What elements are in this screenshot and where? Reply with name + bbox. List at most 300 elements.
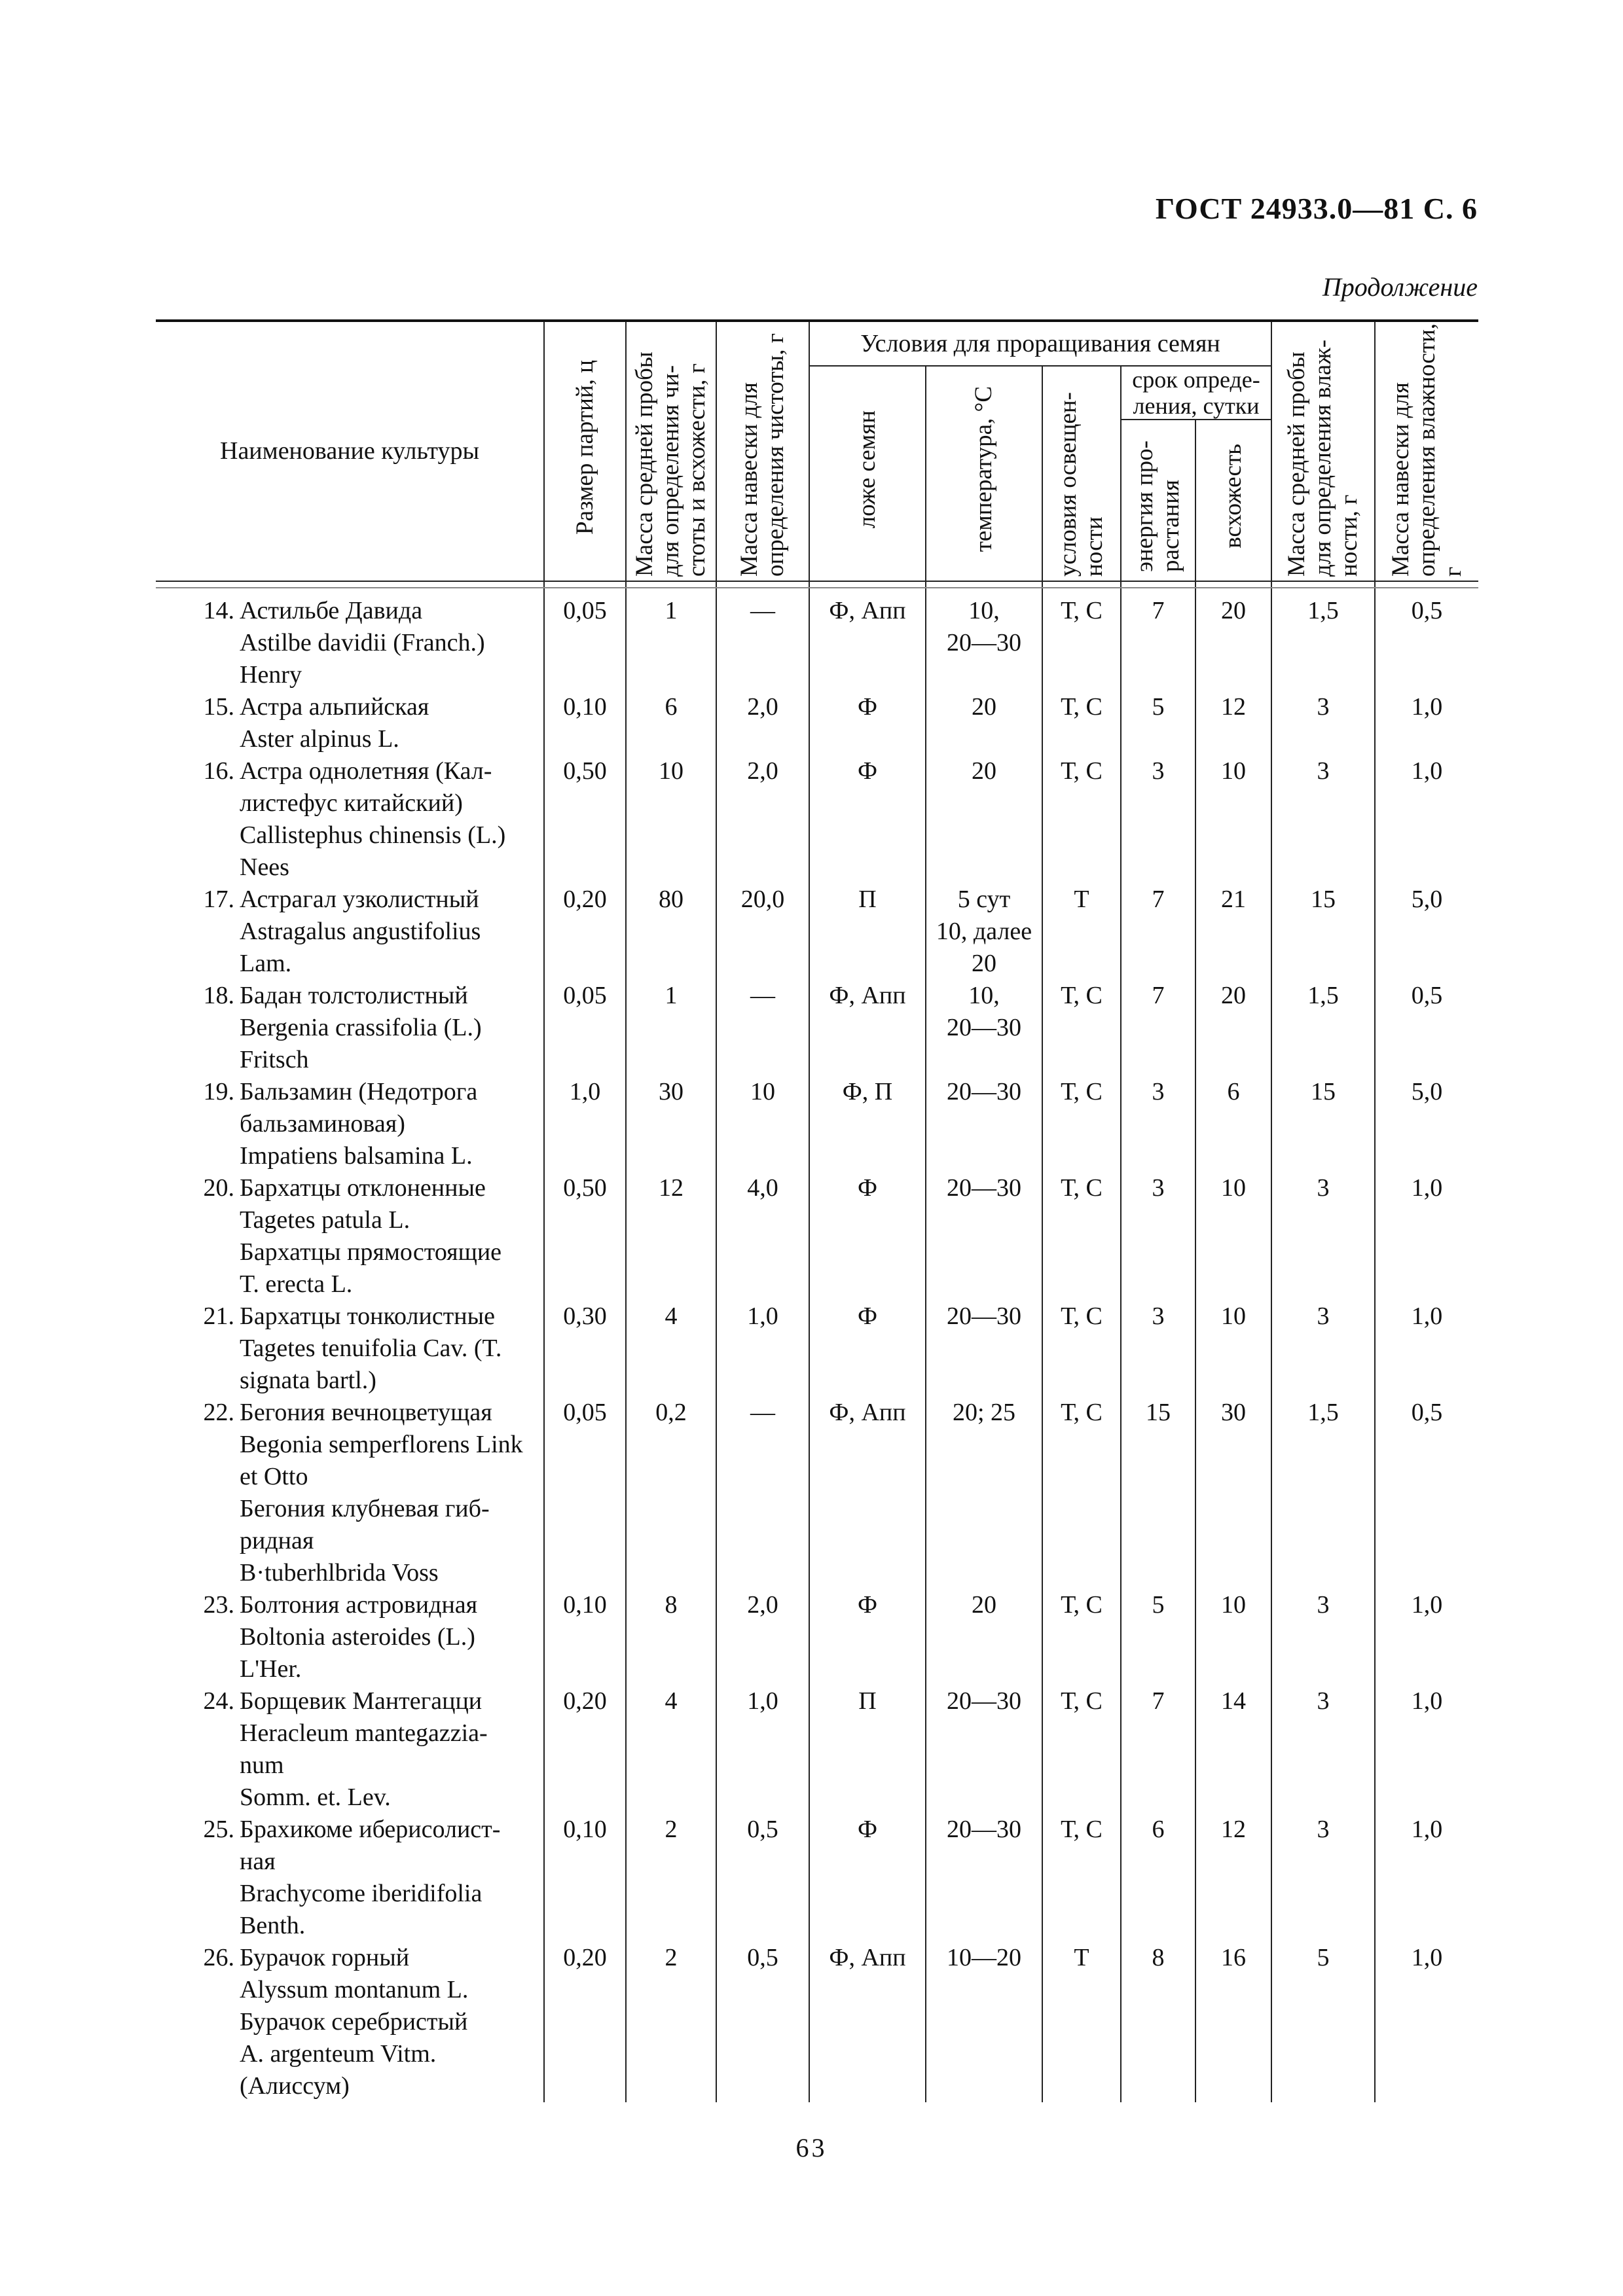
cell-energy bbox=[1121, 884, 1195, 980]
crop-name: Бадан толстолистный Bergenia crassifolia (L.) Fritsch bbox=[240, 982, 482, 1073]
cell-bed bbox=[809, 1814, 926, 1942]
cell-mweight bbox=[1375, 1300, 1478, 1397]
cell-light bbox=[1042, 980, 1121, 1076]
header-moisture-sample: Масса средней пробы для определения влаж-ности, г bbox=[1271, 321, 1375, 581]
cell-value: 6 bbox=[1227, 1078, 1240, 1105]
cell-temp bbox=[926, 1076, 1042, 1172]
cell-purity bbox=[716, 1300, 809, 1397]
header-temperature: температура, °С bbox=[926, 366, 1042, 581]
row-number: 24. bbox=[203, 1687, 234, 1715]
table-row bbox=[156, 1172, 1478, 1300]
crop-name-cell bbox=[156, 1685, 544, 1814]
cell-value: 0,50 bbox=[563, 1174, 607, 1202]
crop-name-cell bbox=[156, 1589, 544, 1685]
cell-temp bbox=[926, 1942, 1042, 2102]
cell-lot bbox=[544, 588, 626, 691]
cell-germ bbox=[1195, 691, 1271, 755]
cell-mweight bbox=[1375, 1814, 1478, 1942]
cell-light bbox=[1042, 1814, 1121, 1942]
cell-value: 1,0 bbox=[1411, 1687, 1443, 1715]
cell-lot bbox=[544, 1685, 626, 1814]
cell-purity bbox=[716, 1397, 809, 1589]
cell-value: 7 bbox=[1152, 597, 1165, 624]
cell-temp bbox=[926, 755, 1042, 884]
cell-msample bbox=[1271, 884, 1375, 980]
cell-value: 10, 20—30 bbox=[947, 597, 1021, 656]
cell-temp bbox=[926, 588, 1042, 691]
cell-germ bbox=[1195, 1300, 1271, 1397]
cell-value: 0,10 bbox=[563, 1591, 607, 1619]
row-number: 22. bbox=[203, 1399, 234, 1426]
cell-value: 2 bbox=[665, 1816, 678, 1843]
cell-value: 20 bbox=[972, 757, 996, 785]
header-germination: всхожесть bbox=[1195, 420, 1271, 581]
cell-value: 3 bbox=[1317, 1302, 1330, 1330]
cell-value: 1 bbox=[665, 597, 678, 624]
document-reference: ГОСТ 24933.0—81 С. 6 bbox=[1155, 192, 1478, 225]
cell-msample bbox=[1271, 1589, 1375, 1685]
cell-value: Т bbox=[1074, 1944, 1089, 1971]
cell-value: 1,0 bbox=[1411, 1174, 1443, 1202]
cell-germ bbox=[1195, 1685, 1271, 1814]
cell-mweight bbox=[1375, 1589, 1478, 1685]
crop-name-cell bbox=[156, 1942, 544, 2102]
cell-germ bbox=[1195, 1814, 1271, 1942]
cell-germ bbox=[1195, 884, 1271, 980]
cell-value: 30 bbox=[1221, 1399, 1247, 1426]
cell-mweight bbox=[1375, 1685, 1478, 1814]
cell-value: Ф, П bbox=[842, 1078, 893, 1105]
cell-value: 1,0 bbox=[569, 1078, 601, 1105]
cell-sample bbox=[626, 755, 716, 884]
crop-name-cell bbox=[156, 884, 544, 980]
header-bed: ложе семян bbox=[809, 366, 926, 581]
cell-value: 0,10 bbox=[563, 1816, 607, 1843]
cell-temp bbox=[926, 980, 1042, 1076]
cell-value: Т, С bbox=[1061, 1078, 1103, 1105]
cell-energy bbox=[1121, 1685, 1195, 1814]
cell-value: 1,5 bbox=[1307, 1399, 1339, 1426]
cell-germ bbox=[1195, 1589, 1271, 1685]
crop-name: Бархатцы тонколистные Tagetes tenuifolia Cav. (T. signata bartl.) bbox=[240, 1302, 502, 1394]
cell-value: 3 bbox=[1152, 1078, 1165, 1105]
crop-name-cell bbox=[156, 1397, 544, 1589]
header-moisture-weight: Масса навески для определения влажности, г bbox=[1375, 321, 1478, 581]
cell-value: Т, С bbox=[1061, 1816, 1103, 1843]
cell-value: Т, С bbox=[1061, 1302, 1103, 1330]
cell-value: 3 bbox=[1317, 1591, 1330, 1619]
cell-energy bbox=[1121, 1589, 1195, 1685]
cell-value: 1,0 bbox=[747, 1687, 778, 1715]
cell-value: 20; 25 bbox=[952, 1399, 1016, 1426]
cell-purity bbox=[716, 1685, 809, 1814]
cell-lot bbox=[544, 1300, 626, 1397]
cell-value: Ф, Апп bbox=[829, 1944, 906, 1971]
cell-value: 16 bbox=[1221, 1944, 1247, 1971]
cell-value: 10 bbox=[1221, 1302, 1247, 1330]
cell-temp bbox=[926, 1300, 1042, 1397]
cell-value: 20 bbox=[972, 693, 996, 721]
cell-sample bbox=[626, 691, 716, 755]
cell-value: 0,5 bbox=[1411, 597, 1443, 624]
cell-value: 0,5 bbox=[747, 1944, 778, 1971]
cell-germ bbox=[1195, 588, 1271, 691]
cell-value: 20—30 bbox=[947, 1302, 1021, 1330]
cell-bed bbox=[809, 588, 926, 691]
cell-value: 1,0 bbox=[1411, 1302, 1443, 1330]
cell-value: 10 bbox=[750, 1078, 775, 1105]
crop-name-cell bbox=[156, 588, 544, 691]
cell-value: 10 bbox=[1221, 757, 1247, 785]
row-number: 26. bbox=[203, 1944, 234, 1971]
cell-energy bbox=[1121, 1942, 1195, 2102]
cell-sample bbox=[626, 1300, 716, 1397]
cell-temp bbox=[926, 1397, 1042, 1589]
row-number: 15. bbox=[203, 693, 234, 721]
crop-name: Брахикоме иберисолист- ная Brachycome iberidifolia Benth. bbox=[240, 1816, 501, 1939]
cell-lot bbox=[544, 755, 626, 884]
cell-value: П bbox=[858, 1687, 877, 1715]
cell-sample bbox=[626, 1172, 716, 1300]
header-light: условия освещен-ности bbox=[1042, 366, 1121, 581]
cell-purity bbox=[716, 884, 809, 980]
table-row bbox=[156, 1589, 1478, 1685]
crop-name: Астрагал узколистный Astragalus angustifolius Lam. bbox=[240, 886, 481, 977]
cell-value: 1 bbox=[665, 982, 678, 1009]
cell-value: Ф bbox=[857, 1816, 878, 1843]
cell-value: 20—30 bbox=[947, 1174, 1021, 1202]
cell-msample bbox=[1271, 1942, 1375, 2102]
table-row bbox=[156, 1300, 1478, 1397]
cell-temp bbox=[926, 1172, 1042, 1300]
header-energy: энергия про-растания bbox=[1121, 420, 1195, 581]
cell-msample bbox=[1271, 1397, 1375, 1589]
table-row bbox=[156, 691, 1478, 755]
crop-name: Астра альпийская Aster alpinus L. bbox=[240, 693, 429, 753]
crop-name: Астра однолетняя (Кал- листефус китайский) Callistephus chinensis (L.) Nees bbox=[240, 757, 506, 881]
cell-value: Ф, Апп bbox=[829, 982, 906, 1009]
cell-value: 12 bbox=[1221, 693, 1247, 721]
cell-mweight bbox=[1375, 1397, 1478, 1589]
cell-sample bbox=[626, 1814, 716, 1942]
cell-value: 3 bbox=[1317, 1816, 1330, 1843]
cell-sample bbox=[626, 588, 716, 691]
cell-msample bbox=[1271, 980, 1375, 1076]
cell-value: Ф bbox=[857, 1591, 878, 1619]
crop-name-cell bbox=[156, 980, 544, 1076]
cell-value: 3 bbox=[1317, 1687, 1330, 1715]
cell-value: 20 bbox=[1221, 982, 1247, 1009]
crop-name-cell bbox=[156, 1076, 544, 1172]
cell-msample bbox=[1271, 1685, 1375, 1814]
cell-sample bbox=[626, 1685, 716, 1814]
cell-value: 0,5 bbox=[1411, 1399, 1443, 1426]
cell-value: 1,0 bbox=[1411, 757, 1443, 785]
cell-value: Т, С bbox=[1061, 757, 1103, 785]
cell-value: 0,05 bbox=[563, 1399, 607, 1426]
continuation-label: Продолжение bbox=[1322, 272, 1478, 302]
cell-value: Т, С bbox=[1061, 1591, 1103, 1619]
cell-lot bbox=[544, 1076, 626, 1172]
cell-sample bbox=[626, 1397, 716, 1589]
row-number: 23. bbox=[203, 1591, 234, 1619]
cell-value: Ф bbox=[857, 757, 878, 785]
header-germination-conditions: Условия для проращивания семян bbox=[809, 321, 1271, 366]
cell-light bbox=[1042, 1685, 1121, 1814]
cell-temp bbox=[926, 1589, 1042, 1685]
seed-table bbox=[156, 319, 1478, 2102]
cell-sample bbox=[626, 980, 716, 1076]
cell-energy bbox=[1121, 980, 1195, 1076]
cell-value: 7 bbox=[1152, 982, 1165, 1009]
cell-energy bbox=[1121, 1397, 1195, 1589]
cell-value: Т, С bbox=[1061, 1687, 1103, 1715]
cell-value: 0,05 bbox=[563, 597, 607, 624]
cell-value: 10, 20—30 bbox=[947, 982, 1021, 1041]
cell-msample bbox=[1271, 1076, 1375, 1172]
cell-energy bbox=[1121, 691, 1195, 755]
cell-value: 15 bbox=[1311, 1078, 1336, 1105]
cell-bed bbox=[809, 1172, 926, 1300]
cell-value: 1,0 bbox=[747, 1302, 778, 1330]
cell-bed bbox=[809, 1685, 926, 1814]
cell-value: 80 bbox=[659, 886, 684, 913]
cell-value: — bbox=[750, 982, 775, 1009]
cell-purity bbox=[716, 691, 809, 755]
table-row bbox=[156, 755, 1478, 884]
cell-msample bbox=[1271, 1814, 1375, 1942]
cell-sample bbox=[626, 1076, 716, 1172]
cell-temp bbox=[926, 691, 1042, 755]
page-number: 63 bbox=[795, 2133, 828, 2162]
cell-sample bbox=[626, 1589, 716, 1685]
crop-name: Борщевик Мантегацци Heracleum mantegazzia- num Somm. et. Lev. bbox=[240, 1687, 488, 1811]
cell-value: 0,20 bbox=[563, 1687, 607, 1715]
row-number: 14. bbox=[203, 597, 234, 624]
cell-purity bbox=[716, 1942, 809, 2102]
row-number: 25. bbox=[203, 1816, 234, 1843]
table-body bbox=[156, 588, 1478, 2102]
cell-mweight bbox=[1375, 1172, 1478, 1300]
cell-value: 3 bbox=[1317, 1174, 1330, 1202]
cell-germ bbox=[1195, 1942, 1271, 2102]
cell-value: Т bbox=[1074, 886, 1089, 913]
cell-value: 20—30 bbox=[947, 1816, 1021, 1843]
cell-value: 8 bbox=[1152, 1944, 1165, 1971]
cell-bed bbox=[809, 1589, 926, 1685]
cell-value: 5,0 bbox=[1411, 1078, 1443, 1105]
cell-bed bbox=[809, 1300, 926, 1397]
cell-lot bbox=[544, 1814, 626, 1942]
cell-value: 2,0 bbox=[747, 757, 778, 785]
cell-value: 10 bbox=[659, 757, 684, 785]
cell-value: 7 bbox=[1152, 886, 1165, 913]
cell-value: 15 bbox=[1311, 886, 1336, 913]
cell-value: 15 bbox=[1146, 1399, 1171, 1426]
cell-bed bbox=[809, 1397, 926, 1589]
cell-value: 0,50 bbox=[563, 757, 607, 785]
cell-lot bbox=[544, 980, 626, 1076]
cell-bed bbox=[809, 1076, 926, 1172]
cell-value: — bbox=[750, 1399, 775, 1426]
cell-value: 0,05 bbox=[563, 982, 607, 1009]
cell-value: 5 bbox=[1152, 1591, 1165, 1619]
cell-lot bbox=[544, 1589, 626, 1685]
cell-value: 10 bbox=[1221, 1591, 1247, 1619]
crop-name: Бегония вечноцветущая Begonia semperflorens Link et Otto Бегония клубневая гиб- ридная B·tuberhlbrida Voss bbox=[240, 1399, 523, 1587]
cell-value: 12 bbox=[659, 1174, 684, 1202]
cell-value: — bbox=[750, 597, 775, 624]
cell-value: 6 bbox=[665, 693, 678, 721]
cell-light bbox=[1042, 1172, 1121, 1300]
table-row bbox=[156, 1942, 1478, 2102]
cell-energy bbox=[1121, 1172, 1195, 1300]
cell-bed bbox=[809, 980, 926, 1076]
cell-temp bbox=[926, 1814, 1042, 1942]
cell-temp bbox=[926, 1685, 1042, 1814]
cell-msample bbox=[1271, 691, 1375, 755]
cell-value: 20,0 bbox=[740, 886, 785, 913]
crop-name-cell bbox=[156, 1814, 544, 1942]
cell-value: 3 bbox=[1152, 1302, 1165, 1330]
cell-energy bbox=[1121, 1300, 1195, 1397]
cell-value: Т, С bbox=[1061, 982, 1103, 1009]
cell-light bbox=[1042, 1300, 1121, 1397]
cell-value: 14 bbox=[1221, 1687, 1247, 1715]
cell-energy bbox=[1121, 1814, 1195, 1942]
table-row bbox=[156, 1076, 1478, 1172]
cell-value: П bbox=[858, 886, 877, 913]
cell-mweight bbox=[1375, 691, 1478, 755]
crop-name: Бальзамин (Недотрога бальзаминовая) Impatiens balsamina L. bbox=[240, 1078, 478, 1170]
crop-name: Бархатцы отклоненные Tagetes patula L. Бархатцы прямостоящие T. erecta L. bbox=[240, 1174, 502, 1298]
cell-value: 5,0 bbox=[1411, 886, 1443, 913]
cell-purity bbox=[716, 755, 809, 884]
cell-value: 10—20 bbox=[947, 1944, 1021, 1971]
cell-value: 4 bbox=[665, 1687, 678, 1715]
cell-lot bbox=[544, 1942, 626, 2102]
cell-light bbox=[1042, 1942, 1121, 2102]
table-row bbox=[156, 980, 1478, 1076]
cell-lot bbox=[544, 1172, 626, 1300]
cell-value: 2 bbox=[665, 1944, 678, 1971]
cell-value: 12 bbox=[1221, 1816, 1247, 1843]
crop-name-cell bbox=[156, 1172, 544, 1300]
cell-value: 1,0 bbox=[1411, 693, 1443, 721]
table-row bbox=[156, 1397, 1478, 1589]
cell-value: Т, С bbox=[1061, 1399, 1103, 1426]
cell-value: 3 bbox=[1152, 757, 1165, 785]
cell-sample bbox=[626, 1942, 716, 2102]
cell-purity bbox=[716, 980, 809, 1076]
cell-sample bbox=[626, 884, 716, 980]
cell-mweight bbox=[1375, 1942, 1478, 2102]
table-row bbox=[156, 1685, 1478, 1814]
cell-value: 0,5 bbox=[1411, 982, 1443, 1009]
cell-value: 3 bbox=[1317, 757, 1330, 785]
crop-name: Болтония астровидная Boltonia asteroides (L.) L'Her. bbox=[240, 1591, 478, 1683]
cell-value: 30 bbox=[659, 1078, 684, 1105]
cell-germ bbox=[1195, 1172, 1271, 1300]
crop-name-cell bbox=[156, 755, 544, 884]
cell-value: 4,0 bbox=[747, 1174, 778, 1202]
cell-value: 5 сут 10, далее 20 bbox=[936, 886, 1032, 977]
cell-value: 5 bbox=[1152, 693, 1165, 721]
cell-value: 1,5 bbox=[1307, 597, 1339, 624]
cell-value: 6 bbox=[1152, 1816, 1165, 1843]
cell-purity bbox=[716, 1172, 809, 1300]
cell-value: Ф, Апп bbox=[829, 1399, 906, 1426]
row-number: 21. bbox=[203, 1302, 234, 1330]
cell-value: Ф bbox=[857, 1302, 878, 1330]
cell-bed bbox=[809, 691, 926, 755]
cell-purity bbox=[716, 1589, 809, 1685]
cell-value: Ф, Апп bbox=[829, 597, 906, 624]
cell-light bbox=[1042, 1397, 1121, 1589]
cell-energy bbox=[1121, 755, 1195, 884]
cell-temp bbox=[926, 884, 1042, 980]
row-number: 17. bbox=[203, 886, 234, 913]
cell-bed bbox=[809, 755, 926, 884]
table-row bbox=[156, 588, 1478, 691]
cell-mweight bbox=[1375, 980, 1478, 1076]
row-number: 19. bbox=[203, 1078, 234, 1105]
cell-value: 8 bbox=[665, 1591, 678, 1619]
cell-lot bbox=[544, 884, 626, 980]
cell-value: Т, С bbox=[1061, 693, 1103, 721]
cell-mweight bbox=[1375, 588, 1478, 691]
cell-germ bbox=[1195, 755, 1271, 884]
cell-value: 0,10 bbox=[563, 693, 607, 721]
cell-value: 20—30 bbox=[947, 1687, 1021, 1715]
cell-value: 21 bbox=[1221, 886, 1247, 913]
crop-name: Астильбе Давида Astilbe davidii (Franch.) Henry bbox=[240, 597, 485, 689]
cell-value: 1,0 bbox=[1411, 1816, 1443, 1843]
cell-value: 0,20 bbox=[563, 1944, 607, 1971]
cell-value: 0,20 bbox=[563, 886, 607, 913]
cell-value: Ф bbox=[857, 693, 878, 721]
cell-value: 2,0 bbox=[747, 1591, 778, 1619]
row-number: 18. bbox=[203, 982, 234, 1009]
cell-germ bbox=[1195, 1076, 1271, 1172]
cell-value: 5 bbox=[1317, 1944, 1330, 1971]
cell-value: 1,0 bbox=[1411, 1944, 1443, 1971]
header-name: Наименование культуры bbox=[156, 321, 544, 581]
cell-msample bbox=[1271, 588, 1375, 691]
cell-value: 3 bbox=[1152, 1174, 1165, 1202]
cell-purity bbox=[716, 588, 809, 691]
cell-value: 7 bbox=[1152, 1687, 1165, 1715]
cell-value: Ф bbox=[857, 1174, 878, 1202]
header-purity-weight: Масса навески для определения чистоты, г bbox=[716, 321, 809, 581]
cell-lot bbox=[544, 1397, 626, 1589]
cell-energy bbox=[1121, 588, 1195, 691]
cell-energy bbox=[1121, 1076, 1195, 1172]
table-header bbox=[156, 321, 1478, 588]
cell-purity bbox=[716, 1814, 809, 1942]
crop-name-cell bbox=[156, 1300, 544, 1397]
row-number: 16. bbox=[203, 757, 234, 785]
cell-msample bbox=[1271, 1172, 1375, 1300]
cell-light bbox=[1042, 691, 1121, 755]
cell-value: 0,2 bbox=[655, 1399, 687, 1426]
cell-purity bbox=[716, 1076, 809, 1172]
cell-value: 20—30 bbox=[947, 1078, 1021, 1105]
cell-value: 0,30 bbox=[563, 1302, 607, 1330]
cell-mweight bbox=[1375, 755, 1478, 884]
cell-light bbox=[1042, 1589, 1121, 1685]
cell-value: 20 bbox=[972, 1591, 996, 1619]
